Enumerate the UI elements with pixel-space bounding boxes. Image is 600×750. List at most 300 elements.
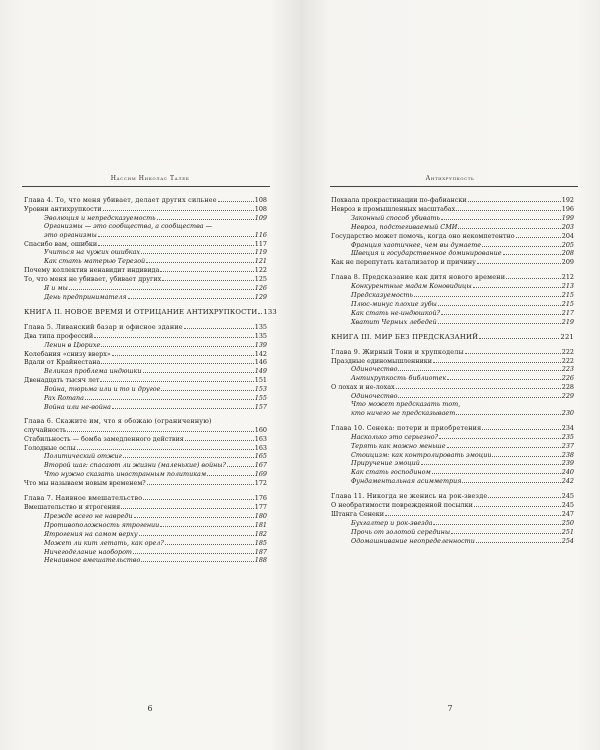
- toc-leader-dots: [476, 537, 561, 543]
- toc-entry-title: Глава 11. Никогда не женись на рок-звезде: [331, 492, 488, 501]
- toc-leader-dots: [77, 444, 254, 450]
- toc-entry-title: Франция хаотичнее, чем вы думаете: [351, 240, 482, 249]
- toc-leader-dots: [421, 459, 561, 465]
- toc-entry[interactable]: [24, 556, 267, 565]
- toc-leader-dots: [492, 451, 560, 457]
- toc-entry-title: Два типа профессий: [24, 331, 94, 340]
- toc-leader-dots: [69, 284, 254, 290]
- toc-leader-dots: [185, 435, 254, 441]
- toc-entry-page: 223: [561, 365, 574, 374]
- toc-entry-title: Швеция и государственное доминирование: [351, 249, 502, 258]
- toc-entry-title: Глава 6. Скажите им, что я обожаю (ограниченную): [24, 416, 212, 425]
- toc-leader-dots: [465, 348, 561, 354]
- toc-entry-page: 176: [254, 494, 267, 503]
- toc-entry-page: 245: [561, 492, 574, 501]
- toc-entry-title: Невроз в промышленных масштабах: [331, 204, 456, 213]
- toc-entry-page: 219: [561, 317, 574, 326]
- toc-leader-dots: [456, 205, 561, 211]
- toc-leader-dots: [184, 323, 254, 329]
- toc-leader-dots: [506, 273, 561, 279]
- toc-entry-title: Одиночество: [351, 392, 398, 401]
- toc-entry-page: 135: [254, 331, 267, 340]
- toc-entries-left: [24, 196, 277, 565]
- toc-leader-dots: [157, 214, 254, 220]
- toc-leader-dots: [67, 426, 253, 432]
- toc-leader-dots: [458, 223, 560, 229]
- toc-leader-dots: [85, 394, 254, 400]
- toc-entry-page: 213: [561, 282, 574, 291]
- toc-entry-title: Стоицизм: как контролировать эмоции: [351, 450, 492, 459]
- toc-entry[interactable]: [24, 418, 267, 426]
- toc-entry-page: 228: [561, 383, 574, 392]
- toc-entry[interactable]: [331, 258, 574, 267]
- toc-entry[interactable]: [331, 223, 574, 232]
- toc-leader-dots: [385, 510, 561, 516]
- toc-entry-page: 254: [561, 536, 574, 545]
- toc-leader-dots: [98, 231, 254, 237]
- toc-entry[interactable]: [331, 249, 574, 258]
- toc-entry-page: 250: [561, 518, 574, 527]
- toc-entry[interactable]: [331, 357, 574, 366]
- toc-leader-dots: [451, 528, 561, 534]
- toc-entry-title: Ленин в Цюрихе: [44, 340, 101, 349]
- toc-entry-page: 212: [561, 273, 574, 282]
- toc-entry[interactable]: [331, 424, 574, 433]
- toc-leader-dots: [121, 503, 254, 509]
- toc-entry[interactable]: [331, 468, 574, 477]
- toc-entry-title: Pax Romana: [44, 394, 84, 403]
- toc-entry[interactable]: [331, 510, 574, 519]
- toc-entry-title: Двенадцать тысяч лет: [24, 376, 100, 385]
- toc-entry-title: Голодные ослы: [24, 443, 76, 452]
- toc-entry-page: 135: [254, 322, 267, 331]
- toc-entry-title: Глава 5. Ливанский базар и офисное здание: [24, 322, 183, 331]
- toc-entry[interactable]: [24, 307, 277, 317]
- toc-entry[interactable]: [24, 358, 267, 367]
- toc-entry-title: Ненаивное вмешательство: [44, 556, 141, 565]
- toc-entry-page: 209: [561, 258, 574, 267]
- toc-entry[interactable]: [331, 383, 574, 392]
- toc-entry-title: это организмы: [44, 230, 97, 239]
- toc-leader-dots: [160, 521, 254, 527]
- toc-entry-page: 247: [561, 510, 574, 518]
- toc-leader-dots: [414, 291, 561, 297]
- toc-entry-page: 129: [254, 292, 267, 301]
- toc-entry-title: Организмы — это сообщества, а сообщества —: [44, 221, 213, 230]
- toc-leader-dots: [103, 205, 254, 211]
- toc-entry-page: 188: [254, 556, 267, 565]
- toc-entry-title: Как стать матерью Терезой: [44, 257, 146, 266]
- toc-entry-title: случайность: [24, 425, 67, 434]
- toc-entry[interactable]: [24, 332, 267, 341]
- toc-leader-dots: [146, 257, 254, 263]
- toc-entry-title: Ятрогения на самом верху: [44, 529, 138, 538]
- toc-entry[interactable]: [24, 494, 267, 503]
- toc-entry-page: 199: [561, 213, 574, 222]
- toc-entry-title: Глава 9. Жирный Тони и хрупкоделы: [331, 347, 464, 356]
- toc-entry-title: Война или не-война: [44, 402, 111, 411]
- toc-entry-title: Хватит Черных лебедей: [351, 317, 437, 326]
- toc-entry-page: 208: [561, 249, 574, 258]
- toc-entry-page: 121: [254, 257, 267, 266]
- toc-entry[interactable]: [24, 240, 267, 249]
- toc-leader-dots: [101, 341, 254, 347]
- toc-entry[interactable]: [24, 284, 267, 293]
- toc-entry-title: Одиночество: [351, 365, 398, 374]
- toc-entry[interactable]: [24, 426, 267, 435]
- toc-entry-title: День предпринимателя: [44, 292, 127, 301]
- toc-leader-dots: [123, 452, 254, 458]
- toc-entry[interactable]: [331, 333, 574, 342]
- toc-entry[interactable]: [331, 365, 574, 374]
- running-header-left: Нассим Николас Талеб: [110, 175, 190, 182]
- toc-leader-dots: [433, 519, 560, 525]
- toc-entry-title: Второй шаг: спасают ли жизни (маленькие) войны?: [44, 461, 226, 470]
- toc-entry[interactable]: [331, 348, 574, 357]
- toc-entry-title: Как стать господином: [351, 468, 431, 477]
- toc-entry[interactable]: [24, 503, 267, 512]
- toc-leader-dots: [474, 501, 561, 507]
- toc-entry-page: 122: [254, 266, 267, 275]
- header-rule-right: [330, 186, 578, 187]
- toc-leader-dots: [438, 300, 561, 306]
- toc-entry[interactable]: [331, 318, 574, 327]
- toc-entry-page: 172: [254, 479, 267, 488]
- toc-entry[interactable]: [24, 205, 267, 214]
- toc-entry-title: Терять как можно меньше: [351, 441, 446, 450]
- toc-entry-page: 149: [254, 367, 267, 376]
- toc-entry-page: 180: [254, 511, 267, 520]
- toc-leader-dots: [456, 409, 561, 415]
- toc-entry-title: Вдали от Крайнестана: [24, 358, 101, 367]
- toc-leader-dots: [473, 282, 561, 288]
- toc-entry-page: 163: [254, 443, 267, 452]
- toc-entry[interactable]: [24, 275, 267, 284]
- toc-entry[interactable]: [331, 273, 574, 282]
- toc-entry-title: О лохах и не-лохах: [331, 383, 395, 392]
- toc-entry-title: Насколько это серьезно?: [351, 432, 439, 441]
- toc-leader-dots: [441, 214, 561, 220]
- toc-entry-page: 204: [561, 231, 574, 240]
- toc-entry-title: Что может предсказать тот,: [351, 400, 461, 409]
- toc-entry-page: 251: [561, 527, 574, 536]
- toc-leader-dots: [479, 333, 559, 339]
- toc-entry[interactable]: [331, 501, 574, 510]
- toc-leader-dots: [482, 424, 560, 430]
- toc-entry[interactable]: [331, 309, 574, 318]
- toc-entry-title: Невроз, подстегиваемый СМИ: [351, 222, 458, 231]
- toc-entry[interactable]: [331, 401, 574, 409]
- toc-entry-page: 239: [561, 459, 574, 468]
- toc-entry[interactable]: [24, 367, 267, 376]
- toc-entry[interactable]: [331, 451, 574, 460]
- toc-entry-title: кто ничего не предсказывает: [351, 408, 456, 417]
- header-rule-left: [22, 186, 270, 187]
- toc-entry-title: Может ли кит летать, как орел?: [44, 538, 164, 547]
- toc-entry-page: 139: [254, 340, 267, 349]
- toc-entry[interactable]: [331, 433, 574, 442]
- toc-entry[interactable]: [331, 528, 574, 537]
- toc-leader-dots: [207, 470, 254, 476]
- toc-entry-page: 192: [561, 196, 574, 204]
- toc-entry-title: Уровни антихрупкости: [24, 204, 102, 213]
- toc-entry[interactable]: [331, 537, 574, 546]
- toc-entry-page: 222: [561, 356, 574, 365]
- toc-leader-dots: [258, 308, 262, 314]
- toc-entry-title: Прочь от золотой середины: [351, 527, 451, 536]
- toc-entry[interactable]: [24, 385, 267, 394]
- toc-leader-dots: [101, 358, 253, 364]
- toc-entry-page: 177: [254, 503, 267, 511]
- toc-entry-page: 235: [561, 432, 574, 441]
- toc-entry-title: Противоположность ятрогении: [44, 520, 160, 529]
- toc-entry-title: Фундаментальная асимметрия: [351, 477, 462, 486]
- toc-entry[interactable]: [24, 470, 267, 479]
- toc-entry-page: 108: [254, 196, 267, 204]
- toc-entry-page: 196: [561, 204, 574, 213]
- page-number-right: 7: [447, 704, 453, 713]
- toc-entry-title: Похвала прокрастинации по-фабиански: [331, 196, 467, 204]
- toc-entry-page: 240: [561, 468, 574, 477]
- toc-entry[interactable]: [331, 282, 574, 291]
- toc-entry-title: Приручение эмоций: [351, 459, 420, 468]
- toc-entry[interactable]: [24, 248, 267, 257]
- toc-entry[interactable]: [24, 323, 267, 332]
- toc-entry-title: Что нужно сказать иностранным политикам: [44, 470, 207, 479]
- toc-entry[interactable]: [331, 196, 574, 205]
- toc-leader-dots: [516, 232, 561, 238]
- toc-entry-title: Бухгалтер и рок-звезда: [351, 518, 433, 527]
- toc-leader-dots: [143, 367, 254, 373]
- right-page: [300, 0, 600, 750]
- toc-leader-dots: [141, 248, 254, 254]
- toc-entry[interactable]: [24, 350, 267, 359]
- toc-entry[interactable]: [24, 376, 267, 385]
- toc-leader-dots: [162, 275, 254, 281]
- toc-entry-page: 116: [254, 230, 267, 239]
- toc-leader-dots: [94, 332, 254, 338]
- toc-entry-title: О необратимости поврежденной посылки: [331, 501, 473, 510]
- toc-entry-title: Колебания «снизу вверх»: [24, 349, 111, 358]
- toc-entry-title: Конкурентные мадам Коновидицы: [351, 282, 472, 291]
- toc-entry-page: 187: [254, 547, 267, 556]
- toc-entry-title: Как не перепутать катализатор и причину: [331, 258, 476, 267]
- toc-leader-dots: [112, 403, 254, 409]
- toc-entry-title: Глава 4. То, что меня убивает, делает других сильнее: [24, 196, 217, 204]
- toc-entry-page: 160: [254, 425, 267, 434]
- toc-entry[interactable]: [24, 452, 267, 461]
- toc-entry[interactable]: [24, 266, 267, 275]
- toc-entry-title: Ничегоделание наоборот: [44, 547, 132, 556]
- toc-entry-page: 229: [561, 392, 574, 401]
- toc-entry-title: Предсказуемость: [351, 291, 413, 300]
- toc-entry-title: Праздные единомышленники: [331, 356, 433, 365]
- toc-entry[interactable]: [24, 231, 267, 240]
- toc-entry[interactable]: [24, 293, 267, 302]
- toc-entry-title: Учиться на чужих ошибках: [44, 248, 140, 257]
- toc-leader-dots: [398, 365, 560, 371]
- toc-entry[interactable]: [24, 444, 267, 453]
- toc-entry[interactable]: [331, 459, 574, 468]
- toc-entry[interactable]: [24, 435, 267, 444]
- toc-leader-dots: [141, 556, 253, 562]
- toc-entry-title: Что мы называем новым временем?: [24, 479, 146, 488]
- toc-entry[interactable]: [24, 479, 267, 488]
- toc-entry-title: Спасибо вам, ошибки: [24, 239, 98, 248]
- toc-entry[interactable]: [24, 223, 267, 231]
- toc-entry[interactable]: [331, 241, 574, 250]
- toc-leader-dots: [441, 309, 561, 315]
- toc-entry[interactable]: [331, 477, 574, 486]
- toc-leader-dots: [468, 196, 561, 202]
- toc-entry-page: 245: [561, 501, 574, 510]
- toc-entry-page: 125: [254, 275, 267, 284]
- toc-leader-dots: [438, 318, 561, 324]
- toc-entry-title: Эволюция и непредсказуемость: [44, 213, 156, 222]
- toc-entry-title: Почему коллектив ненавидит индивида: [24, 266, 160, 275]
- toc-entry[interactable]: [331, 300, 574, 309]
- toc-leader-dots: [134, 512, 254, 518]
- toc-entry-page: 222: [561, 347, 574, 356]
- toc-leader-dots: [488, 492, 560, 498]
- toc-leader-dots: [98, 240, 254, 246]
- toc-entry[interactable]: [24, 196, 267, 205]
- toc-entry-title: Глава 10. Сенека: потери и приобретения: [331, 423, 482, 432]
- toc-entry-page: 157: [254, 402, 267, 411]
- toc-entry-page: 215: [561, 299, 574, 308]
- toc-entry-page: 221: [560, 332, 574, 341]
- toc-entry[interactable]: [331, 291, 574, 300]
- toc-entry-title: Великая проблема индюшки: [44, 367, 142, 376]
- toc-leader-dots: [161, 385, 253, 391]
- toc-entry-page: 185: [254, 538, 267, 547]
- toc-entry[interactable]: [331, 374, 574, 383]
- toc-entry-page: 163: [254, 434, 267, 443]
- toc-entry[interactable]: [331, 205, 574, 214]
- toc-entry-page: 217: [561, 308, 574, 317]
- page-number-left: 6: [147, 704, 153, 713]
- toc-entry[interactable]: [331, 492, 574, 501]
- toc-entry-title: Стабильность — бомба замедленного действия: [24, 434, 184, 443]
- toc-entry-title: Государство может помочь, когда оно некомпетентно: [331, 231, 515, 240]
- toc-leader-dots: [398, 392, 560, 398]
- toc-entry-page: 151: [254, 376, 267, 385]
- toc-leader-dots: [462, 477, 560, 483]
- toc-entry-title: КНИГА II. НОВОЕ ВРЕМЯ И ОТРИЦАНИЕ АНТИХРУПКОСТИ: [24, 307, 258, 316]
- toc-entry-page: 119: [254, 248, 267, 257]
- toc-entry[interactable]: [24, 530, 267, 539]
- toc-entry-page: 237: [561, 441, 574, 450]
- toc-entry-page: 205: [561, 240, 574, 249]
- toc-leader-dots: [128, 293, 254, 299]
- toc-entries-right: [331, 196, 574, 546]
- toc-entry-page: 226: [561, 374, 574, 383]
- toc-entry-title: Я и мы: [44, 284, 68, 293]
- toc-entry-page: 181: [254, 520, 267, 529]
- toc-entry-page: 167: [254, 461, 267, 470]
- toc-entry-title: Политический отжиг: [44, 452, 122, 461]
- toc-entry-page: 230: [561, 408, 574, 417]
- toc-leader-dots: [396, 383, 561, 389]
- toc-entry[interactable]: [24, 461, 267, 470]
- toc-entry[interactable]: [331, 214, 574, 223]
- toc-entry-page: 153: [254, 385, 267, 394]
- toc-leader-dots: [160, 266, 253, 272]
- toc-entry-page: 182: [254, 529, 267, 538]
- toc-entry-page: 238: [561, 450, 574, 459]
- toc-entry[interactable]: [24, 512, 267, 521]
- toc-entry-page: 108: [254, 204, 267, 213]
- toc-entry-page: 142: [254, 349, 267, 358]
- toc-entry-title: Законный способ убивать: [351, 213, 440, 222]
- toc-entry-page: 169: [254, 470, 267, 479]
- toc-entry-title: Штанга Сенеки: [331, 510, 385, 518]
- toc-entry[interactable]: [24, 548, 267, 557]
- toc-leader-dots: [143, 494, 253, 500]
- toc-leader-dots: [218, 196, 254, 202]
- toc-entry-page: 146: [254, 358, 267, 367]
- toc-entry-page: 155: [254, 394, 267, 403]
- toc-leader-dots: [503, 249, 561, 255]
- toc-entry-title: То, что меня не убивает, убивает других: [24, 275, 162, 284]
- toc-entry-page: 215: [561, 291, 574, 300]
- toc-entry-title: Война, тюрьма или и то и другое: [44, 385, 161, 394]
- toc-entry[interactable]: [24, 394, 267, 403]
- toc-entry[interactable]: [24, 341, 267, 350]
- toc-entry-title: Прежде всего не навреди: [44, 511, 133, 520]
- toc-entry[interactable]: [331, 232, 574, 241]
- toc-entry-page: 126: [254, 284, 267, 293]
- toc-entry-title: Глава 8. Предсказание как дитя нового времени: [331, 273, 506, 282]
- toc-leader-dots: [433, 357, 561, 363]
- toc-entry[interactable]: [331, 409, 574, 418]
- running-header-right: Антихрупкость: [425, 175, 475, 182]
- toc-entry[interactable]: [331, 442, 574, 451]
- toc-entry-title: КНИГА III. МИР БЕЗ ПРЕДСКАЗАНИЙ: [331, 332, 479, 341]
- toc-entry-title: Плюс-минус плохие зубы: [351, 299, 437, 308]
- toc-leader-dots: [227, 461, 254, 467]
- toc-leader-dots: [165, 539, 254, 545]
- toc-leader-dots: [100, 376, 253, 382]
- toc-leader-dots: [432, 468, 561, 474]
- toc-entry-title: Как стать не-индюшкой?: [351, 308, 441, 317]
- toc-entry-title: Одомашнивание неопределенности: [351, 536, 475, 545]
- toc-entry[interactable]: [24, 257, 267, 266]
- toc-entry-title: Вмешательство и ятрогения: [24, 503, 121, 511]
- toc-leader-dots: [482, 241, 561, 247]
- toc-entry-title: Глава 7. Наивное вмешательство: [24, 494, 143, 503]
- toc-leader-dots: [112, 350, 254, 356]
- toc-entry-page: 203: [561, 222, 574, 231]
- toc-leader-dots: [447, 442, 561, 448]
- toc-entry[interactable]: [331, 519, 574, 528]
- toc-entry-page: 242: [561, 477, 574, 486]
- toc-leader-dots: [133, 548, 254, 554]
- toc-entry-page: 109: [254, 213, 267, 222]
- toc-entry-page: 165: [254, 452, 267, 461]
- toc-entry-page: 234: [561, 423, 574, 432]
- toc-entry[interactable]: [24, 403, 267, 412]
- toc-entry-title: Антихрупкость библиотек: [351, 374, 447, 383]
- toc-leader-dots: [447, 374, 561, 380]
- toc-entry-page: 117: [254, 239, 267, 248]
- toc-entry[interactable]: [24, 539, 267, 548]
- toc-leader-dots: [477, 258, 561, 264]
- toc-entry-page: 133: [263, 307, 277, 316]
- toc-entry[interactable]: [24, 521, 267, 530]
- toc-leader-dots: [147, 479, 254, 485]
- toc-leader-dots: [139, 530, 254, 536]
